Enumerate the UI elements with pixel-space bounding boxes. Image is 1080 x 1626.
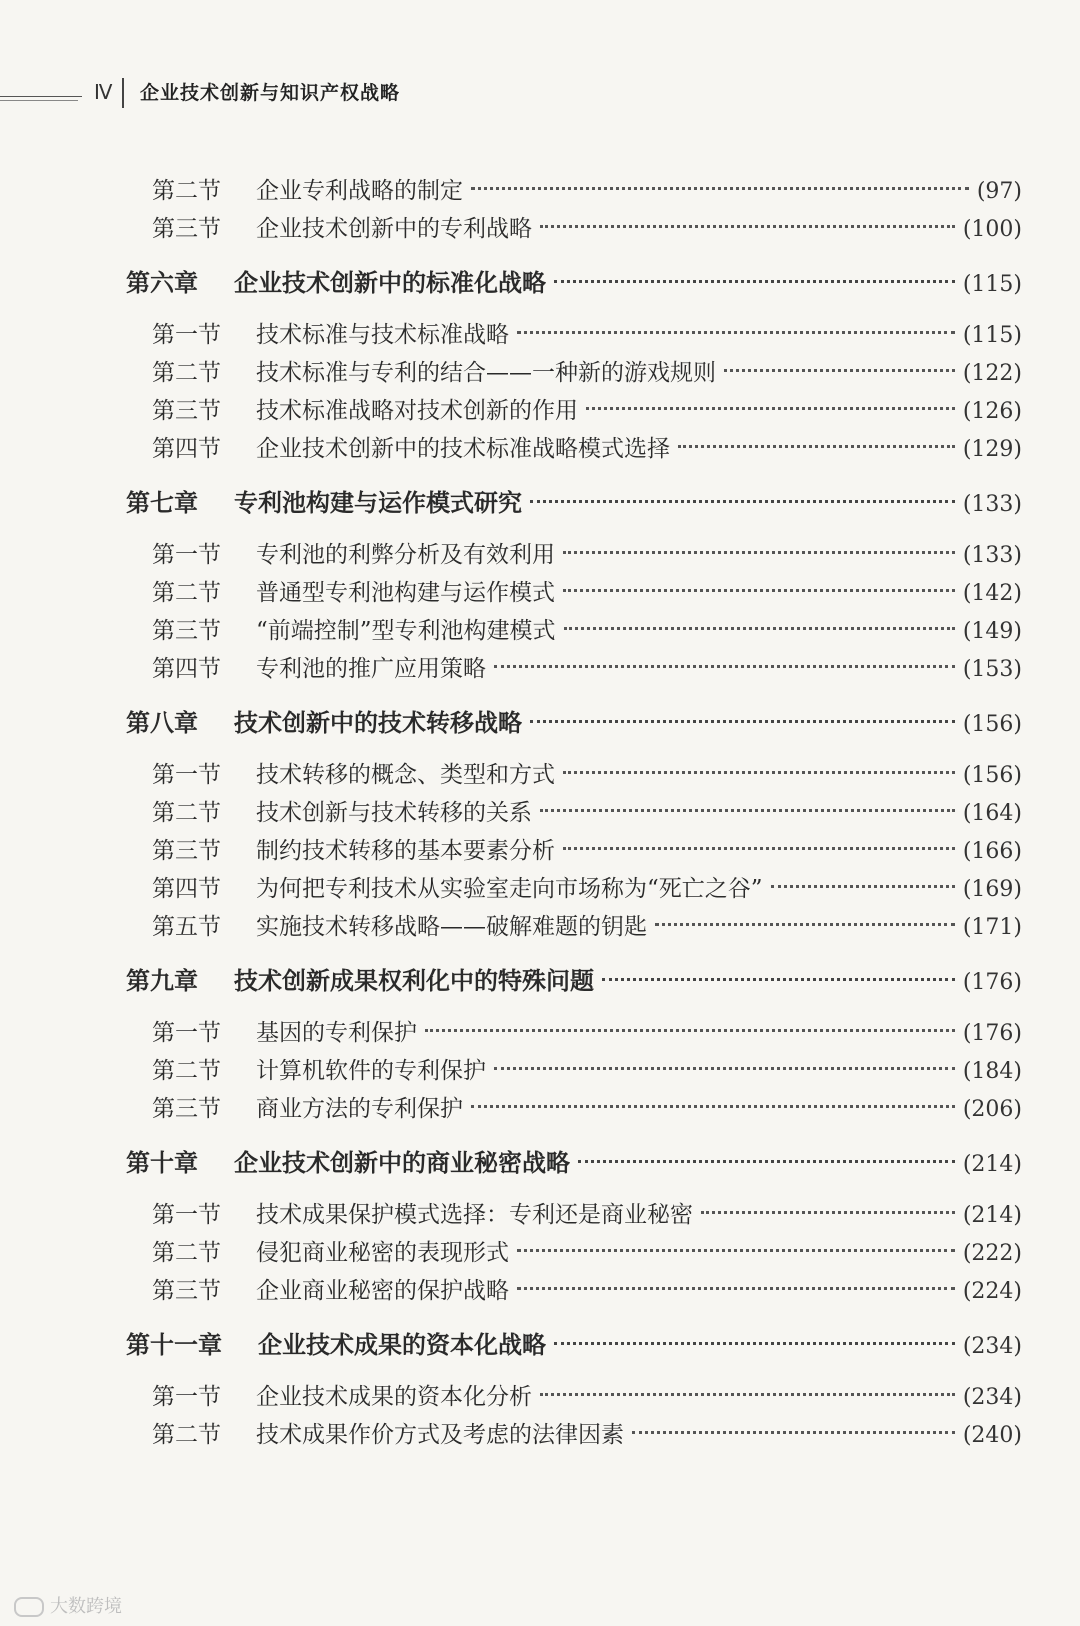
section-title: 普通型专利池构建与运作模式 [256,580,555,606]
section-title: 技术转移的概念、类型和方式 [256,762,555,788]
section-title: 企业专利战略的制定 [256,178,463,204]
dot-leader [554,1342,955,1345]
page-reference: (156) [962,763,1022,788]
page-reference: (129) [962,437,1022,462]
dot-leader [771,885,955,888]
section-title: 企业技术创新中的技术标准战略模式选择 [256,436,670,462]
watermark [14,1592,122,1618]
section-number: 第二节 [152,1422,221,1448]
toc-section-entry[interactable] [0,870,1080,908]
dot-leader [578,1160,955,1163]
section-number: 第三节 [152,838,221,864]
section-title: 技术标准与专利的结合——一种新的游戏规则 [256,360,716,386]
toc-section-entry[interactable] [0,612,1080,650]
toc-section-entry[interactable] [0,172,1080,210]
chapter-number: 第六章 [126,269,198,297]
section-title: “前端控制”型专利池构建模式 [256,618,556,644]
dot-leader [540,1393,955,1396]
section-title: 制约技术转移的基本要素分析 [256,838,555,864]
page-number: Ⅳ [94,80,113,104]
page-reference: (142) [962,581,1022,606]
toc-section-entry[interactable] [0,392,1080,430]
section-title: 专利池的利弊分析及有效利用 [256,542,555,568]
section-number: 第四节 [152,876,221,902]
section-number: 第三节 [152,618,221,644]
dot-leader [701,1211,955,1214]
section-title: 侵犯商业秘密的表现形式 [256,1240,509,1266]
toc-chapter-entry[interactable] [0,700,1080,746]
chapter-number: 第九章 [126,967,198,995]
page-reference: (115) [962,272,1022,297]
chapter-number: 第十章 [126,1149,198,1177]
section-number: 第二节 [152,800,221,826]
section-number: 第二节 [152,1240,221,1266]
dot-leader [517,1249,955,1252]
running-title: 企业技术创新与知识产权战略 [140,82,401,104]
page-reference: (156) [962,712,1022,737]
running-header [0,78,1080,118]
page-reference: (222) [962,1241,1022,1266]
section-title: 技术创新与技术转移的关系 [256,800,532,826]
dot-leader [564,627,955,630]
section-title: 技术标准与技术标准战略 [256,322,509,348]
chapter-number: 第十一章 [126,1331,222,1359]
dot-leader [517,331,955,334]
watermark-logo-icon [14,1597,44,1617]
toc-chapter-entry[interactable] [0,260,1080,306]
chapter-number: 第八章 [126,709,198,737]
section-number: 第四节 [152,436,221,462]
section-number: 第一节 [152,1202,221,1228]
section-title: 基因的专利保护 [256,1020,417,1046]
section-title: 企业技术创新中的专利战略 [256,216,532,242]
dot-leader [586,407,955,410]
page-reference: (240) [962,1423,1022,1448]
page-reference: (184) [962,1059,1022,1084]
toc-section-entry[interactable] [0,430,1080,468]
header-divider [122,78,124,108]
dot-leader [494,1067,955,1070]
dot-leader [632,1431,955,1434]
dot-leader [471,187,969,190]
dot-leader [678,445,955,448]
page-reference: (234) [962,1334,1022,1359]
page-reference: (176) [962,1021,1022,1046]
section-number: 第二节 [152,580,221,606]
dot-leader [530,500,955,503]
toc-section-entry[interactable] [0,1090,1080,1128]
chapter-title: 技术创新成果权利化中的特殊问题 [234,967,594,995]
page-reference: (133) [962,543,1022,568]
section-number: 第二节 [152,360,221,386]
toc-section-entry[interactable] [0,1014,1080,1052]
toc-section-entry[interactable] [0,574,1080,612]
page-reference: (153) [962,657,1022,682]
toc-section-entry[interactable] [0,650,1080,688]
section-number: 第四节 [152,656,221,682]
toc-section-entry[interactable] [0,354,1080,392]
page-reference: (234) [962,1385,1022,1410]
watermark-text: 大数跨境 [50,1596,122,1617]
header-rule [0,96,82,97]
dot-leader [471,1105,955,1108]
header-rule-secondary [0,100,78,101]
page-reference: (166) [962,839,1022,864]
section-number: 第三节 [152,216,221,242]
page-reference: (122) [962,361,1022,386]
page-reference: (126) [962,399,1022,424]
section-title: 实施技术转移战略——破解难题的钥匙 [256,914,647,940]
toc-section-entry[interactable] [0,536,1080,574]
page-reference: (224) [962,1279,1022,1304]
toc-section-entry[interactable] [0,1196,1080,1234]
dot-leader [563,771,955,774]
toc-section-entry[interactable] [0,756,1080,794]
page-reference: (115) [962,323,1022,348]
toc-section-entry[interactable] [0,210,1080,248]
chapter-title: 企业技术创新中的商业秘密战略 [234,1149,570,1177]
dot-leader [563,589,955,592]
section-title: 计算机软件的专利保护 [256,1058,486,1084]
page-reference: (176) [962,970,1022,995]
toc-section-entry[interactable] [0,794,1080,832]
section-title: 为何把专利技术从实验室走向市场称为“死亡之谷” [256,876,763,902]
dot-leader [540,225,955,228]
table-of-contents [0,172,1080,1454]
toc-chapter-entry[interactable] [0,958,1080,1004]
section-number: 第三节 [152,1278,221,1304]
page-reference: (97) [976,179,1022,204]
page-reference: (214) [962,1152,1022,1177]
section-title: 商业方法的专利保护 [256,1096,463,1122]
dot-leader [494,665,955,668]
section-number: 第一节 [152,542,221,568]
dot-leader [530,720,955,723]
chapter-title: 专利池构建与运作模式研究 [234,489,522,517]
section-title: 技术成果保护模式选择：专利还是商业秘密 [256,1202,693,1228]
toc-section-entry[interactable] [0,908,1080,946]
toc-section-entry[interactable] [0,1234,1080,1272]
toc-section-entry[interactable] [0,1052,1080,1090]
dot-leader [724,369,955,372]
dot-leader [425,1029,955,1032]
section-number: 第一节 [152,1020,221,1046]
toc-section-entry[interactable] [0,1378,1080,1416]
dot-leader [540,809,955,812]
dot-leader [517,1287,955,1290]
section-number: 第一节 [152,1384,221,1410]
page-reference: (171) [962,915,1022,940]
toc-chapter-entry[interactable] [0,1322,1080,1368]
section-number: 第五节 [152,914,221,940]
section-title: 专利池的推广应用策略 [256,656,486,682]
dot-leader [563,847,955,850]
section-title: 企业技术成果的资本化分析 [256,1384,532,1410]
chapter-title: 企业技术成果的资本化战略 [258,1331,546,1359]
section-number: 第一节 [152,322,221,348]
section-number: 第二节 [152,178,221,204]
page-reference: (206) [962,1097,1022,1122]
page-reference: (149) [962,619,1022,644]
page-reference: (169) [962,877,1022,902]
section-number: 第三节 [152,1096,221,1122]
page-reference: (214) [962,1203,1022,1228]
section-number: 第三节 [152,398,221,424]
dot-leader [563,551,955,554]
chapter-title: 企业技术创新中的标准化战略 [234,269,546,297]
section-title: 企业商业秘密的保护战略 [256,1278,509,1304]
dot-leader [602,978,955,981]
section-title: 技术标准战略对技术创新的作用 [256,398,578,424]
page-reference: (164) [962,801,1022,826]
toc-section-entry[interactable] [0,316,1080,354]
dot-leader [554,280,955,283]
toc-section-entry[interactable] [0,1416,1080,1454]
page-reference: (100) [962,217,1022,242]
toc-chapter-entry[interactable] [0,480,1080,526]
toc-chapter-entry[interactable] [0,1140,1080,1186]
section-title: 技术成果作价方式及考虑的法律因素 [256,1422,624,1448]
section-number: 第二节 [152,1058,221,1084]
chapter-title: 技术创新中的技术转移战略 [234,709,522,737]
toc-section-entry[interactable] [0,1272,1080,1310]
toc-section-entry[interactable] [0,832,1080,870]
section-number: 第一节 [152,762,221,788]
page-reference: (133) [962,492,1022,517]
dot-leader [655,923,955,926]
chapter-number: 第七章 [126,489,198,517]
